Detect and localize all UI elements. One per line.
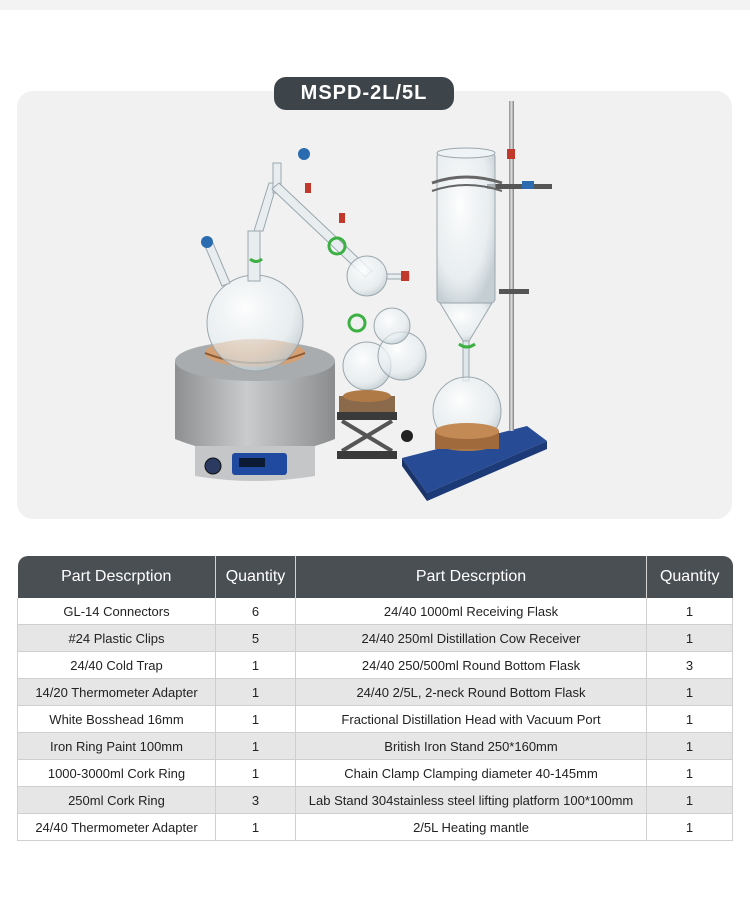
distillation-apparatus-photo	[17, 91, 732, 519]
table-row	[18, 652, 733, 679]
table-row	[18, 706, 733, 733]
part-name: #24 Plastic Clips	[18, 625, 216, 652]
part-quantity: 1	[216, 706, 296, 733]
part-quantity: 1	[216, 652, 296, 679]
part-name: 1000-3000ml Cork Ring	[18, 760, 216, 787]
table-row	[18, 598, 733, 625]
part-quantity: 1	[647, 679, 733, 706]
part-quantity: 1	[647, 625, 733, 652]
part-name: 14/20 Thermometer Adapter	[18, 679, 216, 706]
part-name: British Iron Stand 250*160mm	[296, 733, 647, 760]
part-name: Iron Ring Paint 100mm	[18, 733, 216, 760]
part-name: 24/40 2/5L, 2-neck Round Bottom Flask	[296, 679, 647, 706]
header-quantity-2: Quantity	[647, 556, 733, 598]
part-quantity: 6	[216, 598, 296, 625]
table-row	[18, 625, 733, 652]
parts-table	[17, 556, 733, 841]
round-bottom-flask	[207, 275, 303, 371]
model-title: MSPD-2L/5L	[274, 77, 454, 110]
table-row	[18, 814, 733, 841]
part-name: 24/40 Thermometer Adapter	[18, 814, 216, 841]
part-quantity: 1	[647, 733, 733, 760]
table-header-row	[18, 556, 733, 598]
part-name: Fractional Distillation Head with Vacuum Port	[296, 706, 647, 733]
part-name: 24/40 Cold Trap	[18, 652, 216, 679]
part-name: White Bosshead 16mm	[18, 706, 216, 733]
part-name: 24/40 1000ml Receiving Flask	[296, 598, 647, 625]
part-quantity: 1	[647, 706, 733, 733]
top-band	[0, 0, 750, 10]
lab-jack	[337, 412, 397, 420]
product-photo	[17, 91, 732, 519]
header-part-description-2: Part Descrption	[296, 556, 647, 598]
part-quantity: 1	[216, 733, 296, 760]
header-quantity-1: Quantity	[216, 556, 296, 598]
part-quantity: 1	[216, 679, 296, 706]
table-row	[18, 679, 733, 706]
part-quantity: 3	[647, 652, 733, 679]
part-quantity: 1	[647, 598, 733, 625]
part-name: Lab Stand 304stainless steel lifting platform 100*100mm	[296, 787, 647, 814]
header-part-description-1: Part Descrption	[18, 556, 216, 598]
part-quantity: 3	[216, 787, 296, 814]
part-name: 24/40 250/500ml Round Bottom Flask	[296, 652, 647, 679]
table-row	[18, 787, 733, 814]
table-row	[18, 733, 733, 760]
table-row	[18, 760, 733, 787]
part-quantity: 1	[647, 814, 733, 841]
part-name: GL-14 Connectors	[18, 598, 216, 625]
part-quantity: 1	[216, 760, 296, 787]
cow-receiver	[347, 256, 387, 296]
part-name: 2/5L Heating mantle	[296, 814, 647, 841]
part-quantity: 1	[647, 760, 733, 787]
part-name: Chain Clamp Clamping diameter 40-145mm	[296, 760, 647, 787]
part-name: 24/40 250ml Distillation Cow Receiver	[296, 625, 647, 652]
part-quantity: 5	[216, 625, 296, 652]
part-quantity: 1	[216, 814, 296, 841]
part-name: 250ml Cork Ring	[18, 787, 216, 814]
part-quantity: 1	[647, 787, 733, 814]
